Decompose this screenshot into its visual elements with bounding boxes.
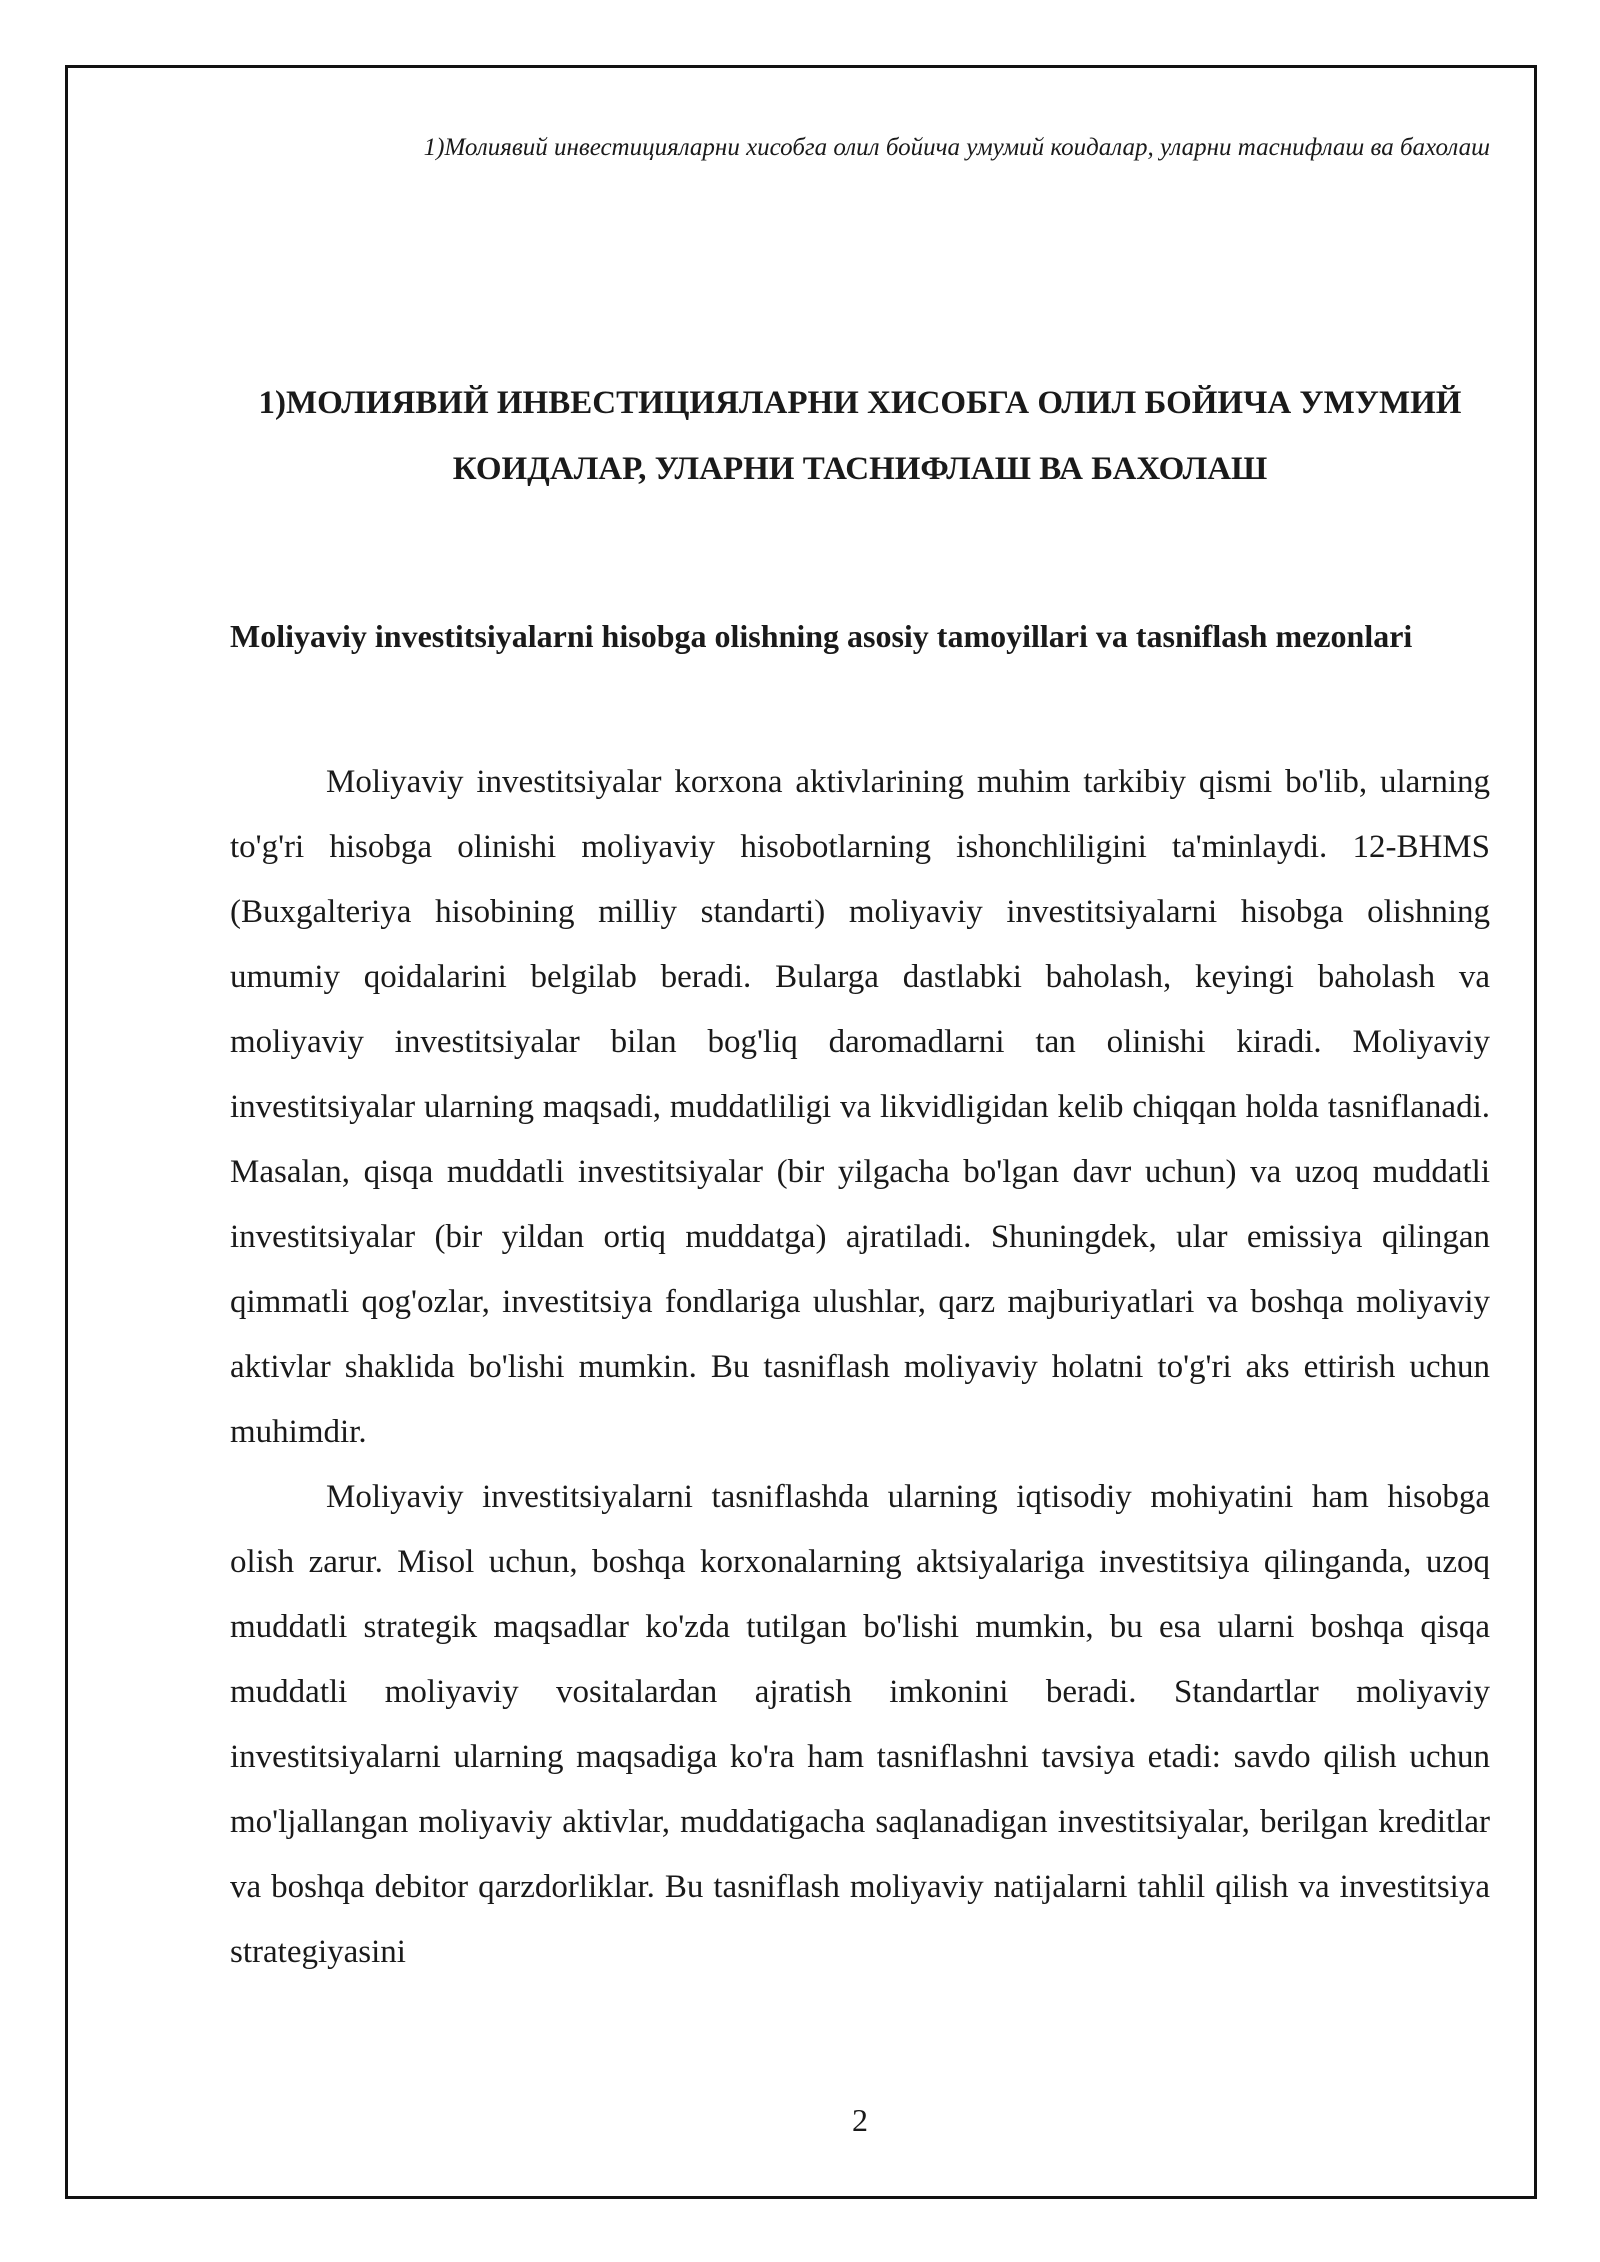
chapter-title: 1)МОЛИЯВИЙ ИНВЕСТИЦИЯЛАРНИ ХИСОБГА ОЛИЛ БОЙИЧА УМУМИЙ КОИДАЛАР, УЛАРНИ ТАСНИФЛАШ ВА БАХОЛАШ [258,385,1462,487]
section-heading: Moliyaviy investitsiyalarni hisobga olishning asosiy tamoyillari va tasniflash mezonlari [230,618,1413,654]
body-text [230,750,1490,1985]
page-number: 2 [852,2102,868,2138]
paragraph: Moliyaviy investitsiyalarni tasniflashda ularning iqtisodiy mohiyatini ham hisobga olish zarur. Misol uchun, boshqa korxonalarning aktsiyalariga investitsiya qilinganda, uzoq muddatli strategik maqsadlar ko'zda tutilgan bo'lishi mumkin, bu esa ularni boshqa qisqa muddatli moliyaviy vositalardan ajratish imkonini beradi. Standartlar moliyaviy investitsiyalarni ularning maqsadiga ko'ra ham tasniflashni tavsiya etadi: savdo qilish uchun mo'ljallangan moliyaviy aktivlar, muddatigacha saqlanadigan investitsiyalar, berilgan kreditlar va boshqa debitor qarzdorliklar. Bu tasniflash moliyaviy natijalarni tahlil qilish va investitsiya strategiyasini [230,1479,1490,1970]
running-header: 1)Молиявий инвестицияларни хисобга олил бойича умумий коидалар, уларни таснифлаш ва бахолаш [423,134,1490,161]
paragraph: Moliyaviy investitsiyalar korxona aktivlarining muhim tarkibiy qismi bo'lib, ularning to'g'ri hisobga olinishi moliyaviy hisobotlarning ishonchliligini ta'minlaydi. 12-BHMS (Buxgalteriya hisobining milliy standarti) moliyaviy investitsiyalarni hisobga olishning umumiy qoidalarini belgilab beradi. Bularga dastlabki baholash, keyingi baholash va moliyaviy investitsiyalar bilan bog'liq daromadlarni tan olinishi kiradi. Moliyaviy investitsiyalar ularning maqsadi, muddatliligi va likvidligidan kelib chiqqan holda tasniflanadi. Masalan, qisqa muddatli investitsiyalar (bir yilgacha bo'lgan davr uchun) va uzoq muddatli investitsiyalar (bir yildan ortiq muddatga) ajratiladi. Shuningdek, ular emissiya qilingan qimmatli qog'ozlar, investitsiya fondlariga ulushlar, qarz majburiyatlari va boshqa moliyaviy aktivlar shaklida bo'lishi mumkin. Bu tasniflash moliyaviy holatni to'g'ri aks ettirish uchun muhimdir. [230,764,1490,1450]
